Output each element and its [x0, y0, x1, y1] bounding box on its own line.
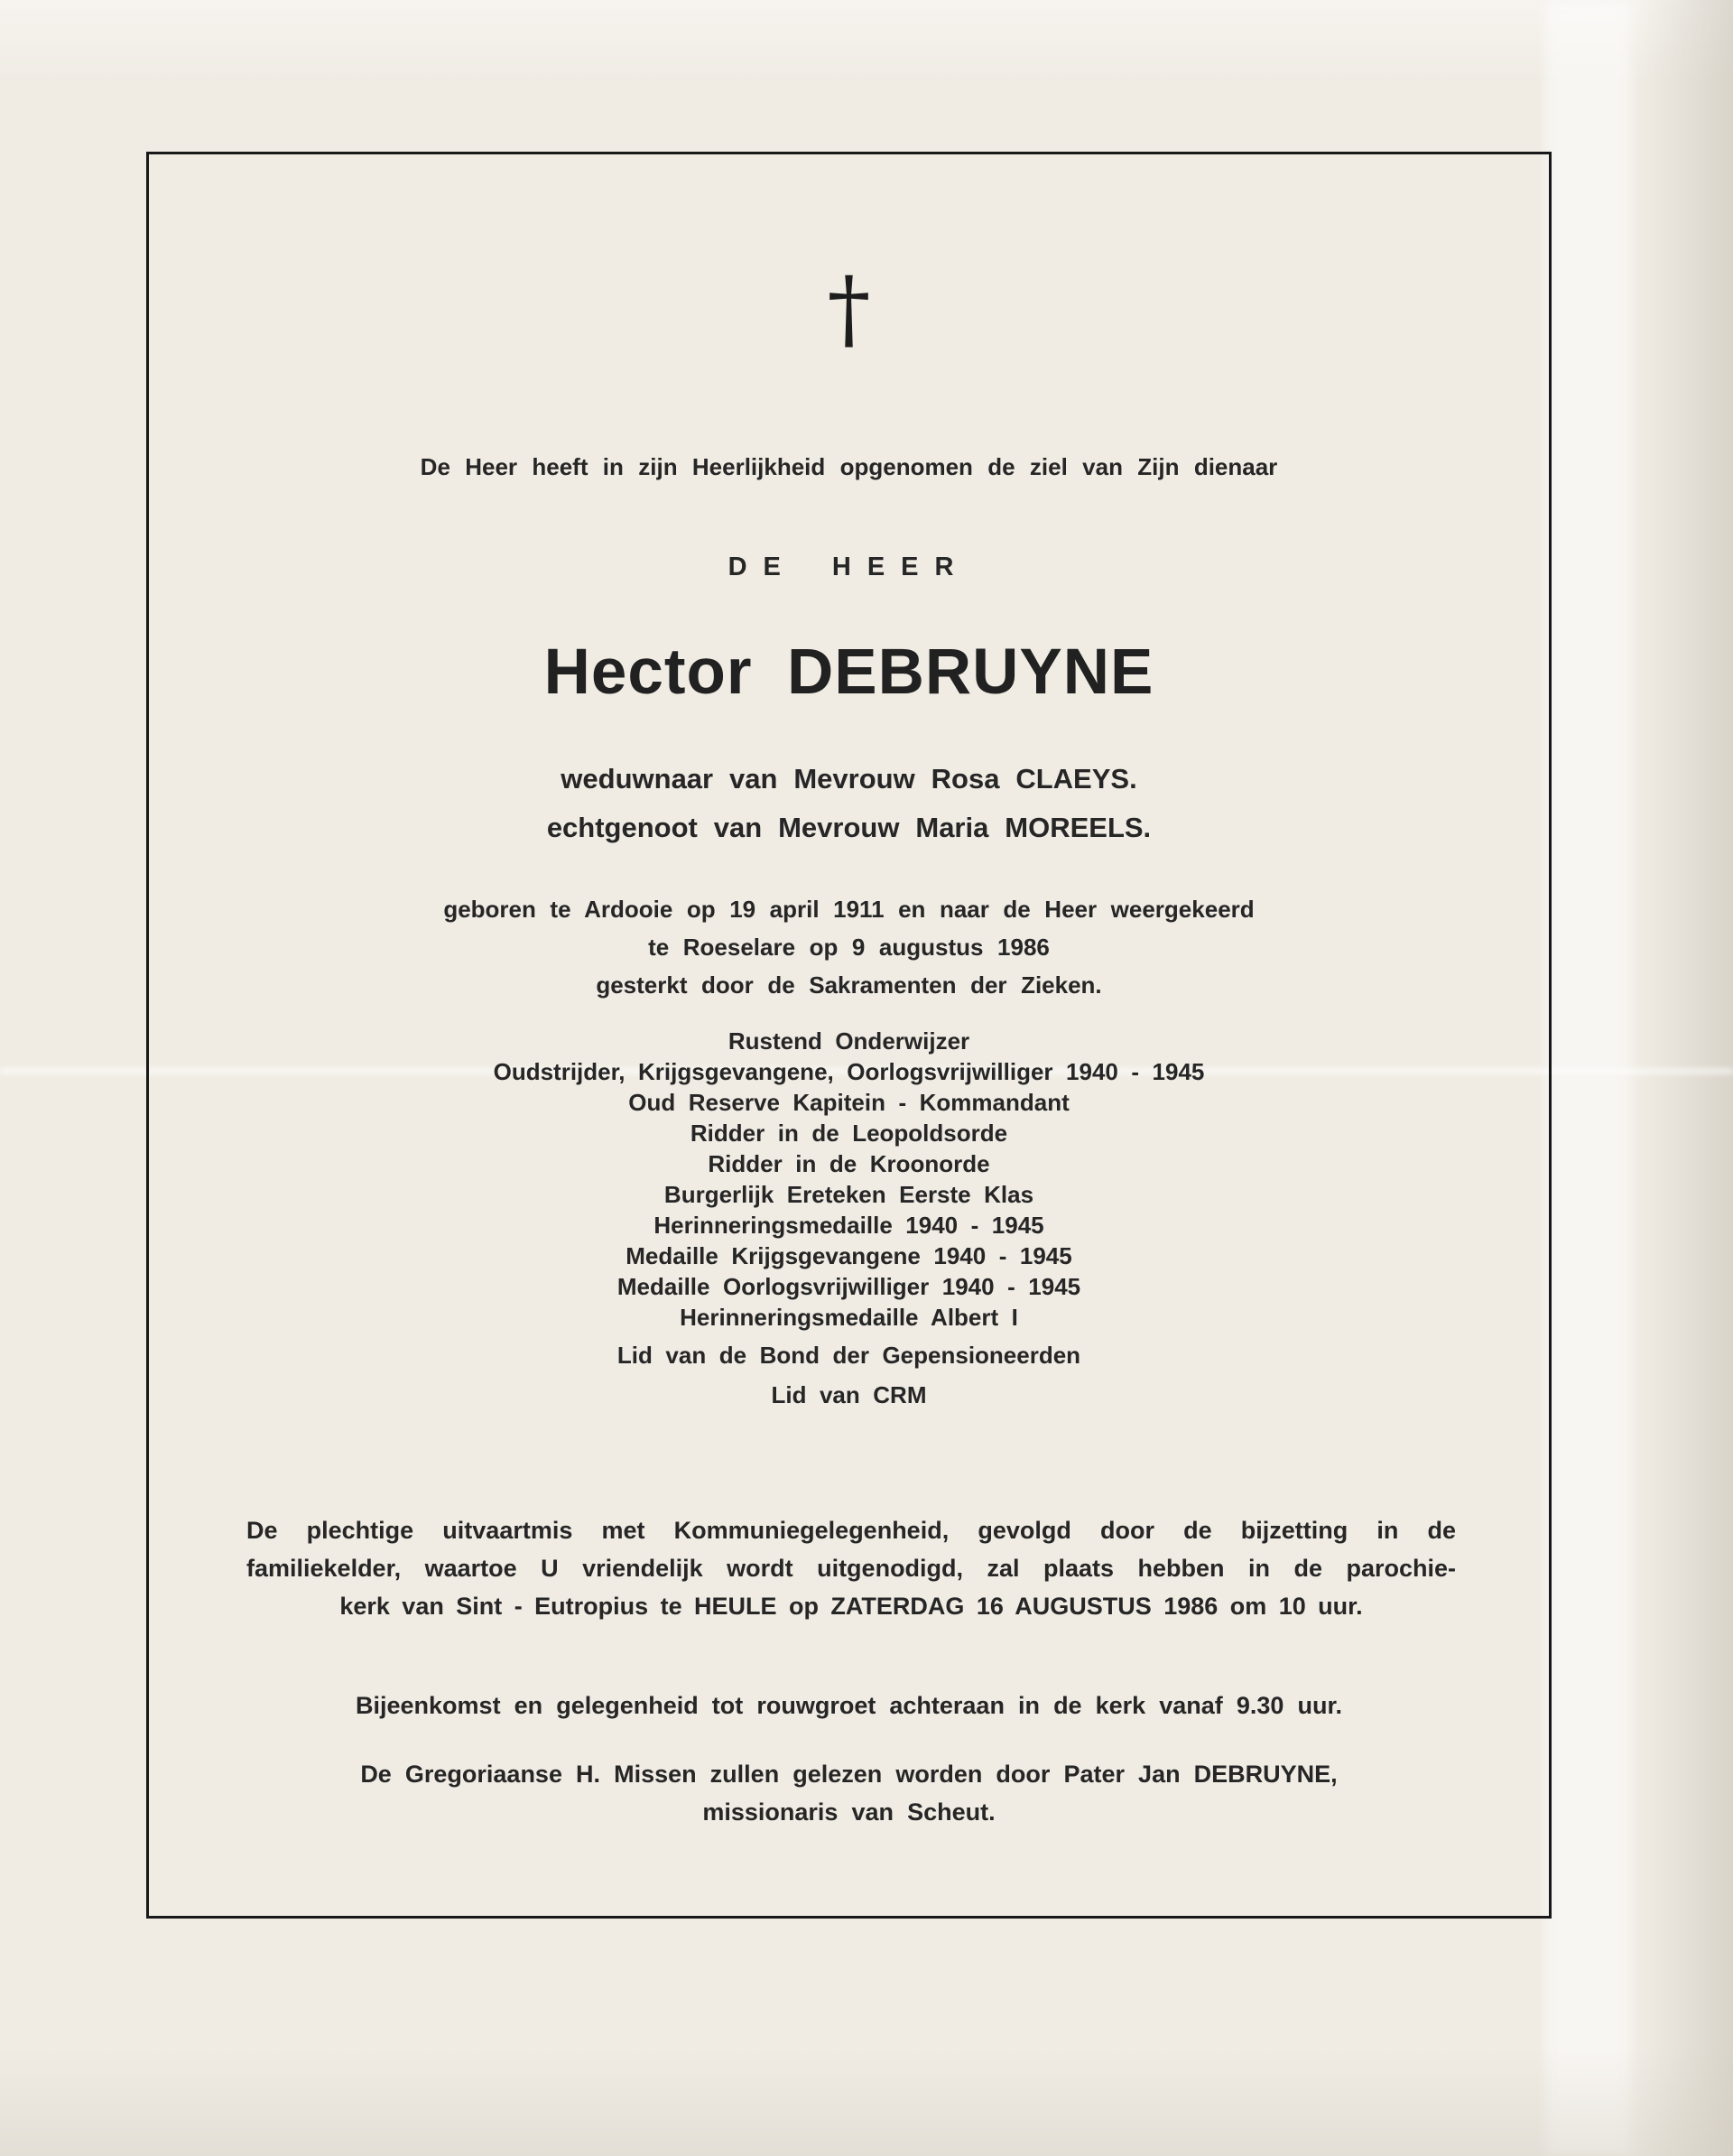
membership-line: Lid van CRM [771, 1381, 927, 1408]
funeral-line: kerk van Sint - Eutropius te HEULE op ZATERDAG 16 AUGUSTUS 1986 om 10 uur. [339, 1593, 1363, 1620]
honor-line: Herinneringsmedaille Albert I [680, 1304, 1018, 1331]
masses-block [146, 1755, 1552, 1831]
memorial-cross-icon: † [827, 258, 871, 359]
salutation-de-heer: DE HEER [727, 553, 970, 581]
deceased-name: Hector DEBRUYNE [543, 637, 1154, 708]
honor-line: Burgerlijk Ereteken Eerste Klas [663, 1181, 1034, 1208]
funeral-line: familiekelder, waartoe U vriendelijk wordt uitgenodigd, zal plaats hebben in de parochie- [246, 1555, 1456, 1582]
honor-line: Ridder in de Leopoldsorde [690, 1120, 1008, 1147]
honor-line: Rustend Onderwijzer [727, 1027, 970, 1055]
scan-shading-top [0, 0, 1733, 81]
scan-shading-right-light [1545, 0, 1631, 2156]
relation-line: weduwnaar van Mevrouw Rosa CLAEYS. [561, 763, 1137, 795]
intro-line: De Heer heeft in zijn Heerlijkheid opgenomen de ziel van Zijn dienaar [420, 453, 1278, 480]
masses-line: De Gregoriaanse H. Missen zullen gelezen worden door Pater Jan DEBRUYNE, [360, 1761, 1338, 1788]
life-line: te Roeselare op 9 augustus 1986 [648, 934, 1050, 961]
relations-block [146, 755, 1552, 852]
honor-line: Ridder in de Kroonorde [708, 1150, 990, 1177]
life-dates-block [146, 890, 1552, 1004]
honor-line: Oudstrijder, Krijgsgevangene, Oorlogsvrijwilliger 1940 - 1945 [493, 1058, 1205, 1085]
funeral-line: De plechtige uitvaartmis met Kommuniegelegenheid, gevolgd door de bijzetting in de [246, 1517, 1456, 1544]
relation-line: echtgenoot van Mevrouw Maria MOREELS. [546, 812, 1152, 843]
masses-line: missionaris van Scheut. [702, 1798, 996, 1826]
memberships-block [146, 1340, 1552, 1410]
life-line: gesterkt door de Sakramenten der Zieken. [596, 971, 1102, 999]
life-line: geboren te Ardooie op 19 april 1911 en naar de Heer weergekeerd [443, 896, 1255, 923]
gathering-line: Bijeenkomst en gelegenheid tot rouwgroet achteraan in de kerk vanaf 9.30 uur. [356, 1692, 1342, 1719]
funeral-announcement [246, 1511, 1456, 1625]
honor-line: Herinneringsmedaille 1940 - 1945 [653, 1212, 1044, 1239]
scan-shading-bottom [0, 2048, 1733, 2156]
scan-shading-right-dark [1638, 0, 1733, 2156]
honors-list [146, 1026, 1552, 1333]
membership-line: Lid van de Bond der Gepensioneerden [616, 1342, 1081, 1369]
honor-line: Medaille Oorlogsvrijwilliger 1940 - 1945 [616, 1273, 1081, 1300]
honor-line: Medaille Krijgsgevangene 1940 - 1945 [626, 1242, 1072, 1269]
honor-line: Oud Reserve Kapitein - Kommandant [628, 1089, 1070, 1116]
